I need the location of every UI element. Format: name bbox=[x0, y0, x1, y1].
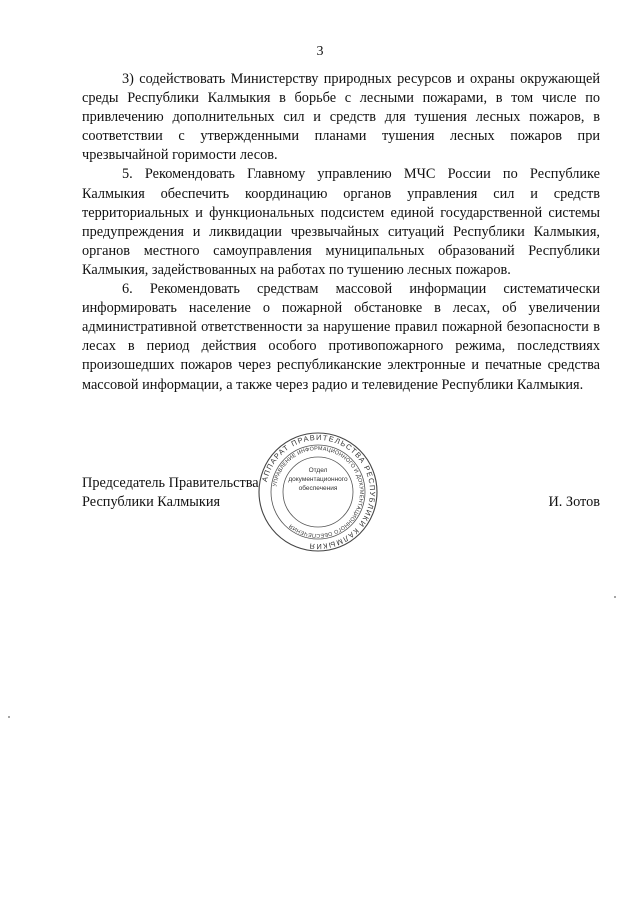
stamp-center-line-2: документационного bbox=[288, 476, 348, 483]
scan-speck bbox=[614, 596, 616, 598]
stamp-center-text bbox=[288, 466, 348, 493]
signatory-title-line-1: Председатель Правительства bbox=[82, 475, 259, 491]
document-body bbox=[82, 70, 600, 395]
signatory-name: И. Зотов bbox=[548, 494, 600, 510]
scan-speck bbox=[8, 716, 10, 718]
stamp-center-line-1: Отдел bbox=[308, 467, 328, 474]
stamp-inner-ring-text: УПРАВЛЕНИЕ ИНФОРМАЦИОННОГО И ДОКУМЕНТАЦИОННОГО ОБЕСПЕЧЕНИЯ bbox=[272, 445, 365, 539]
paragraph-item-5: 5. Рекомендовать Главному управлению МЧС России по Республике Калмыкия обеспечить координацию органов управления сил и средств территориальных и функциональных подсистем единой государственной системы предупреждения и ликвидации чрезвычайных ситуаций Республики Калмыкия, органов местного самоуправления муниципальных образований Республики Калмыкия, задействованных на работах по тушению лесных пожаров. bbox=[82, 166, 600, 278]
official-stamp bbox=[256, 430, 380, 554]
paragraph-item-6: 6. Рекомендовать средствам массовой информации систематически информировать население о пожарной обстановке в лесах, об увеличении административной ответственности за нарушение правил пожарной безопасности в лесах в период действия особого противопожарного режима, последствиях произошедших пожаров через республиканские электронные и печатные средства массовой информации, а также через радио и телевидение Республики Калмыкия. bbox=[82, 281, 600, 393]
signatory-title-line-2: Республики Калмыкия bbox=[82, 494, 221, 511]
paragraph-item-3: 3) содействовать Министерству природных ресурсов и охраны окружающей среды Республики Калмыкия в борьбе с лесными пожарами, в том числе по привлечению дополнительных сил и средств для тушения лесных пожаров, в соответствии с утвержденными планами тушения лесных пожаров при чрезвычайной горимости лесов. bbox=[82, 71, 600, 164]
stamp-center-line-3: обеспечения bbox=[298, 485, 338, 492]
page-number: 3 bbox=[316, 44, 324, 59]
stamp-outer-ring-text: АППАРАТ ПРАВИТЕЛЬСТВА РЕСПУБЛИКИ КАЛМЫКИЯ bbox=[260, 432, 378, 552]
